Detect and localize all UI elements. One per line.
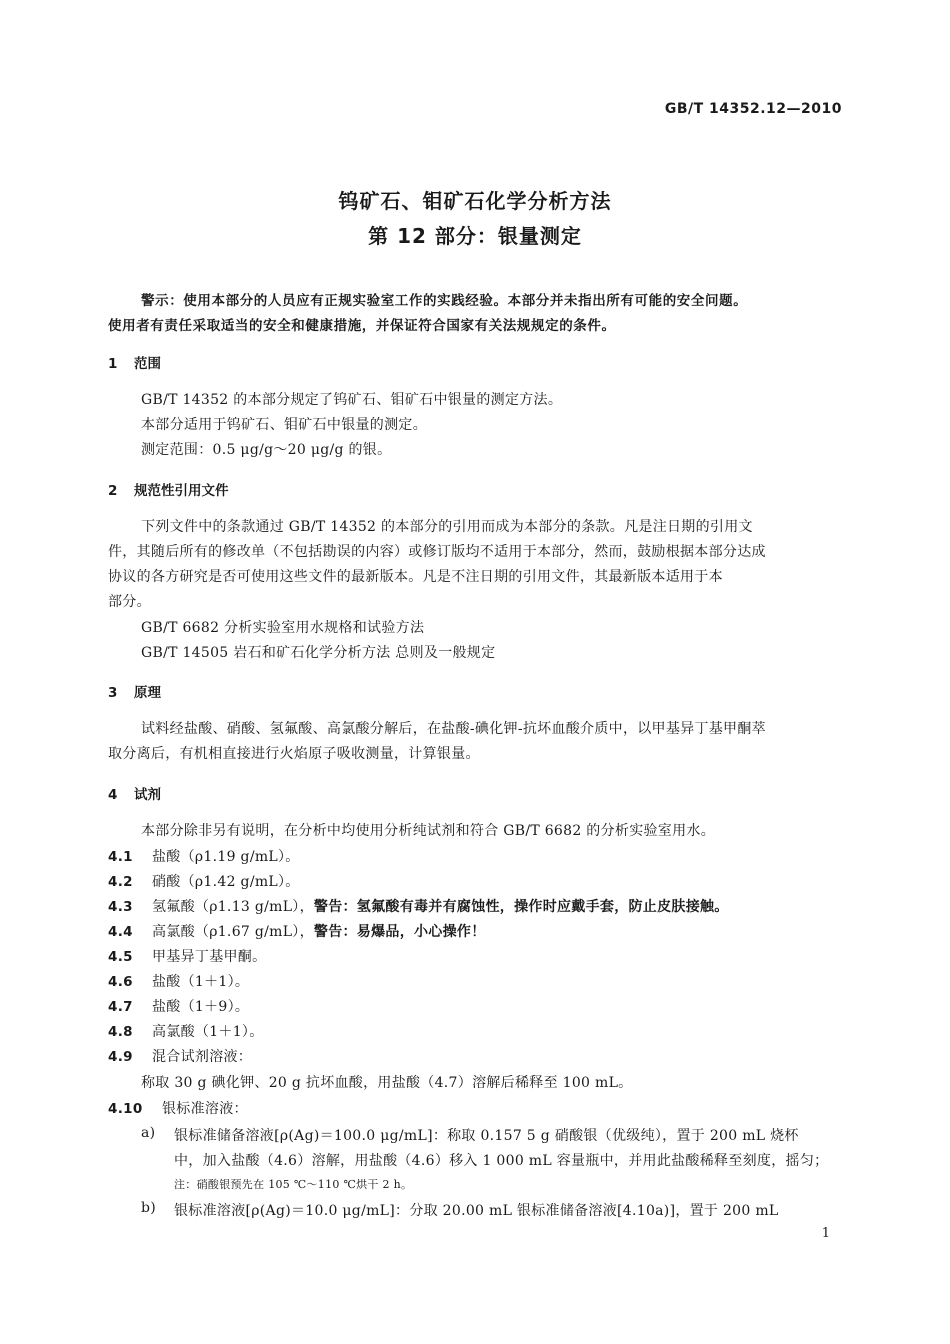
normative-reference: GB/T 14505 岩石和矿石化学分析方法 总则及一般规定 [141,645,496,661]
section-2-paragraph: 下列文件中的条款通过 GB/T 14352 的本部分的引用而成为本部分的条款。凡是注日期的引用文 [141,519,753,535]
section-3-paragraph: 试料经盐酸、硝酸、氢氟酸、高氯酸分解后，在盐酸-碘化钾-抗坏血酸介质中，以甲基异丁基甲酮萃 [141,721,766,737]
standard-number: GB/T 14352.12—2010 [664,101,842,117]
section-1-paragraph: 测定范围：0.5 μg/g～20 μg/g 的银。 [141,442,392,458]
list-item-text: 中，加入盐酸（4.6）溶解，用盐酸（4.6）移入 1 000 mL 容量瓶中，并用此盐酸稀释至刻度，摇匀； [174,1153,829,1169]
list-item-text: 银标准溶液[ρ(Ag)＝10.0 μg/mL]：分取 20.00 mL 银标准储备溶液[4.10a)]，置于 200 mL [174,1203,779,1219]
reagent-item: 4.6 盐酸（1＋1）。 [108,974,250,990]
section-2-heading: 2 规范性引用文件 [108,483,229,499]
section-4-heading: 4 试剂 [108,787,161,803]
section-2-paragraph: 协议的各方研究是否可使用这些文件的最新版本。凡是不注日期的引用文件，其最新版本适用于本 [108,569,723,585]
section-1-heading: 1 范围 [108,356,161,372]
reagent-warning: 警告：易爆品，小心操作！ [313,924,486,940]
section-1-paragraph: 本部分适用于钨矿石、钼矿石中银量的测定。 [141,417,427,433]
list-label: b) [141,1200,157,1216]
document-title: 钨矿石、钼矿石化学分析方法 [338,189,612,213]
reagent-item-body: 称取 30 g 碘化钾、20 g 抗坏血酸，用盐酸（4.7）溶解后稀释至 100 mL。 [141,1075,633,1091]
reagent-item: 4.7 盐酸（1＋9）。 [108,999,250,1015]
reagent-item: 4.2 硝酸（ρ1.42 g/mL）。 [108,874,300,890]
reagent-item: 4.8 高氯酸（1＋1）。 [108,1024,264,1040]
section-2-paragraph: 部分。 [108,594,151,610]
section-3-heading: 3 原理 [108,685,161,701]
section-1-paragraph: GB/T 14352 的本部分规定了钨矿石、钼矿石中银量的测定方法。 [141,392,563,408]
list-label: a) [141,1125,156,1141]
normative-reference: GB/T 6682 分析实验室用水规格和试验方法 [141,620,425,636]
reagent-item: 4.9 混合试剂溶液： [108,1049,253,1065]
section-4-intro: 本部分除非另有说明，在分析中均使用分析纯试剂和符合 GB/T 6682 的分析实验室用水。 [141,823,716,839]
section-2-paragraph: 件，其随后所有的修改单（不包括勘误的内容）或修订版均不适用于本部分，然而，鼓励根据本部分达成 [108,544,766,560]
reagent-item: 4.10 银标准溶液： [108,1101,248,1117]
reagent-item: 4.1 盐酸（ρ1.19 g/mL）。 [108,849,300,865]
reagent-item: 4.3 氢氟酸（ρ1.13 g/mL），警告：氢氟酸有毒并有腐蚀性，操作时应戴手套，防止皮肤接触。 [108,899,729,915]
reagent-item: 4.4 高氯酸（ρ1.67 g/mL），警告：易爆品，小心操作！ [108,924,486,940]
note-text: 注：硝酸银预先在 105 ℃～110 ℃烘干 2 h。 [174,1178,413,1191]
reagent-warning: 警告：氢氟酸有毒并有腐蚀性，操作时应戴手套，防止皮肤接触。 [313,899,729,915]
section-3-paragraph: 取分离后，有机相直接进行火焰原子吸收测量，计算银量。 [108,746,480,762]
warning-line-2: 使用者有责任采取适当的安全和健康措施，并保证符合国家有关法规规定的条件。 [108,318,616,334]
list-item-text: 银标准储备溶液[ρ(Ag)＝100.0 μg/mL]：称取 0.157 5 g 硝酸银（优级纯），置于 200 mL 烧杯 [174,1128,799,1144]
warning-line-1: 警示：使用本部分的人员应有正规实验室工作的实践经验。本部分并未指出所有可能的安全问题。 [141,293,748,309]
reagent-item: 4.5 甲基异丁基甲酮。 [108,949,267,965]
page-number: 1 [821,1226,830,1241]
document-subtitle: 第 12 部分：银量测定 [368,224,582,248]
